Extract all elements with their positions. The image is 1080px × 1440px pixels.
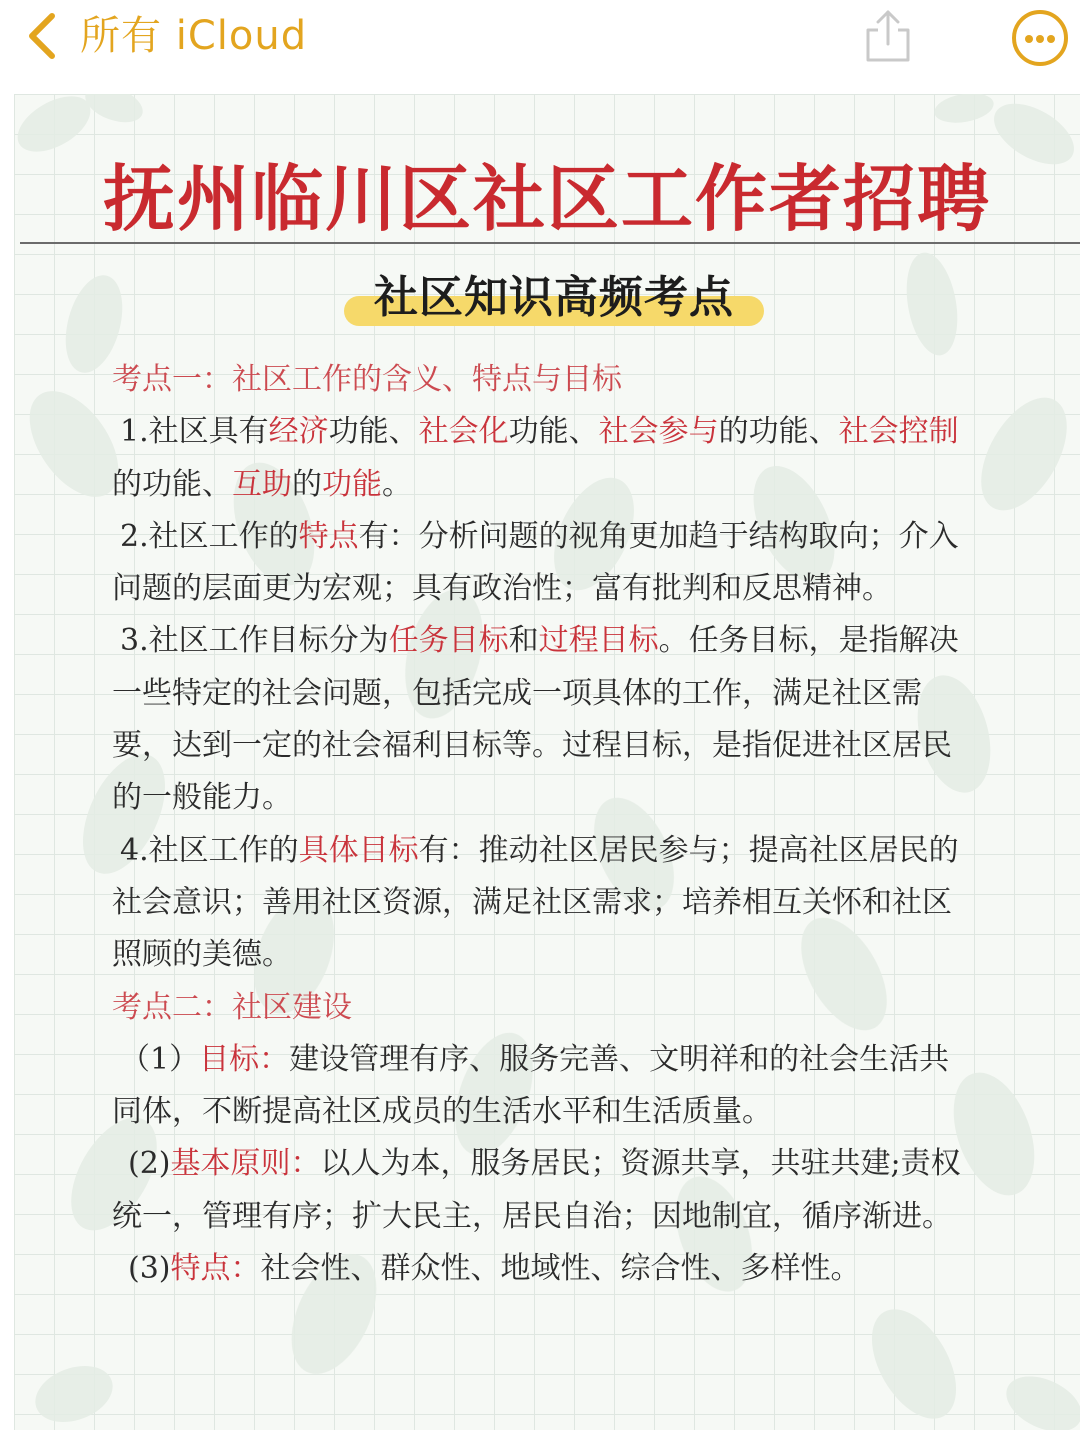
title-divider (20, 242, 1080, 244)
note-title: 抚州临川区社区工作者招聘 (102, 156, 991, 241)
note-subtitle: 社区知识高频考点 (374, 272, 734, 323)
paragraph: 一些特定的社会问题，包括完成一项具体的工作，满足社区需 (112, 675, 922, 711)
paragraph: 的一般能力。 (112, 780, 292, 816)
paragraph: 4.社区工作的具体目标有：推动社区居民参与；提高社区居民的 (120, 832, 959, 868)
paragraph: (2)基本原则：以人为本，服务居民；资源共享，共驻共建;责权 (128, 1146, 961, 1182)
paragraph: 照顾的美德。 (112, 937, 292, 973)
paragraph: 2.社区工作的特点有：分析问题的视角更加趋于结构取向；介入 (120, 518, 959, 554)
paragraph: 1.社区具有经济功能、社会化功能、社会参与的功能、社会控制 (120, 414, 959, 450)
back-button[interactable]: 所有 iCloud (80, 13, 308, 59)
paragraph: (3)特点：社会性、群众性、地域性、综合性、多样性。 (128, 1251, 861, 1287)
paragraph: 要，达到一定的社会福利目标等。过程目标，是指促进社区居民 (112, 728, 952, 764)
section-heading: 考点二：社区建设 (112, 989, 352, 1025)
nav-bar (0, 0, 1080, 92)
paragraph: 问题的层面更为宏观；具有政治性；富有批判和反思精神。 (112, 571, 892, 607)
note-image (14, 94, 1080, 1430)
note-body (112, 354, 992, 1295)
more-icon[interactable] (1010, 8, 1070, 68)
paragraph: 3.社区工作目标分为任务目标和过程目标。任务目标，是指解决 (120, 623, 959, 659)
paragraph: 同体，不断提高社区成员的生活水平和生活质量。 (112, 1094, 772, 1130)
paragraph: 统一，管理有序；扩大民主，居民自治；因地制宜，循序渐进。 (112, 1198, 952, 1234)
paragraph: 社会意识；善用社区资源，满足社区需求；培养相互关怀和社区 (112, 884, 952, 920)
chevron-left-icon[interactable] (22, 10, 62, 62)
paragraph: （1）目标：建设管理有序、服务完善、文明祥和的社会生活共 (120, 1041, 950, 1077)
share-icon[interactable] (860, 8, 916, 64)
section-heading: 考点一：社区工作的含义、特点与目标 (112, 362, 622, 397)
paragraph: 的功能、互助的功能。 (112, 466, 412, 502)
subtitle-block (344, 266, 764, 330)
